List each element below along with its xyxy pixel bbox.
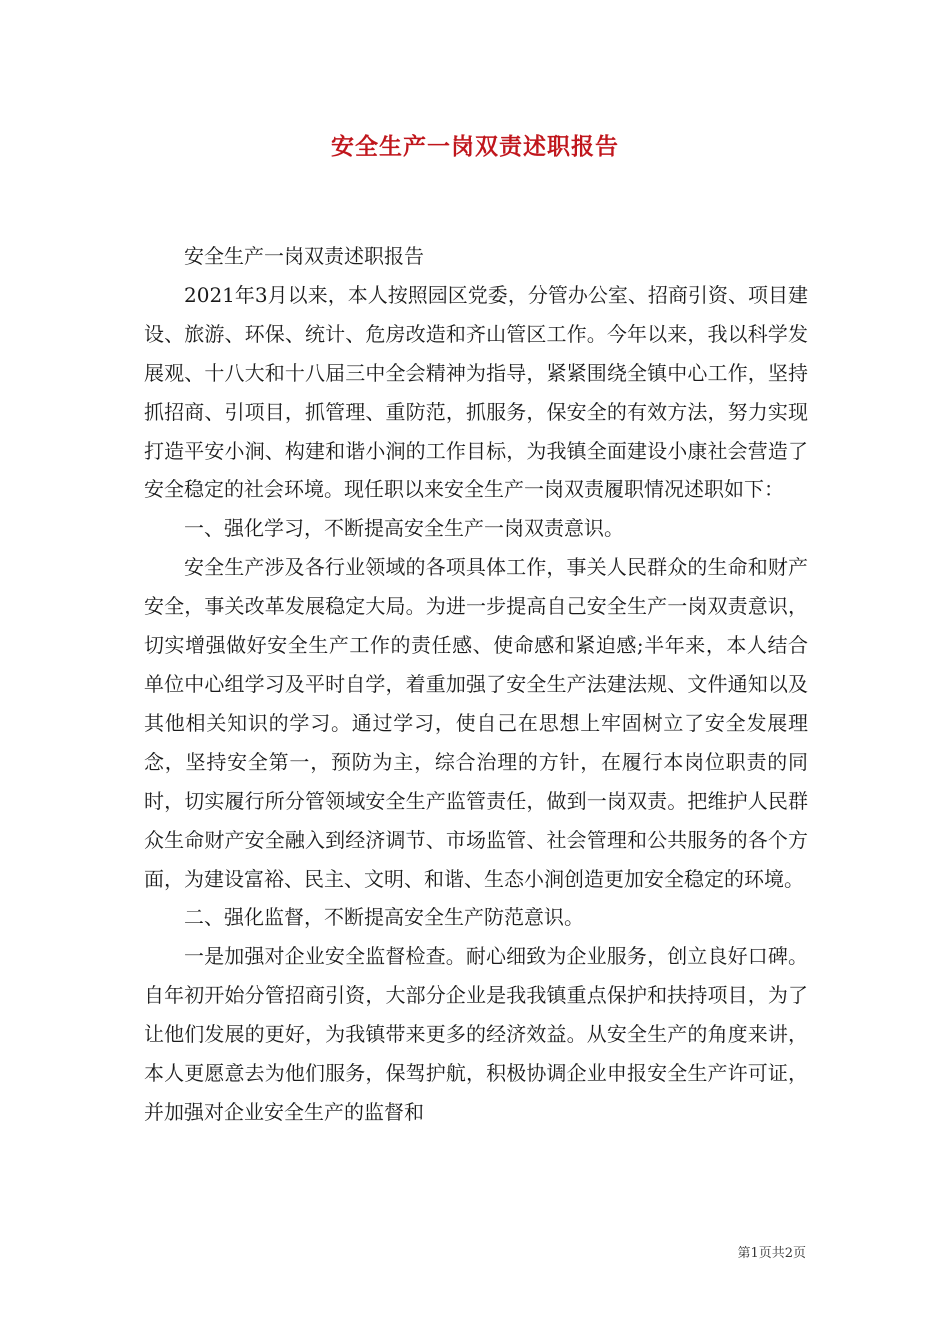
document-body <box>144 237 808 1132</box>
paragraph-section-1: 安全生产涉及各行业领域的各项具体工作，事关人民群众的生命和财产安全，事关改革发展稳定大局。为进一步提高自己安全生产一岗双责意识，切实增强做好安全生产工作的责任感、使命感和紧迫感;半年来，本人结合单位中心组学习及平时自学，着重加强了安全生产法建法规、文件通知以及其他相关知识的学习。通过学习，使自己在思想上牢固树立了安全发展理念，坚持安全第一，预防为主，综合治理的方针，在履行本岗位职责的同时，切实履行所分管领域安全生产监管责任，做到一岗双责。把维护人民群众生命财产安全融入到经济调节、市场监管、社会管理和公共服务的各个方面，为建设富裕、民主、文明、和谐、生态小涧创造更加安全稳定的环境。 <box>144 555 808 891</box>
document-title: 安全生产一岗双责述职报告 <box>331 133 619 160</box>
paragraph-intro: 2021年3月以来，本人按照园区党委，分管办公室、招商引资、项目建设、旅游、环保、统计、危房改造和齐山管区工作。今年以来，我以科学发展观、十八大和十八届三中全会精神为指导，紧紧围绕全镇中心工作，坚持抓招商、引项目，抓管理、重防范，抓服务，保安全的有效方法，努力实现打造平安小涧、构建和谐小涧的工作目标，为我镇全面建设小康社会营造了安全稳定的社会环境。现任职以来安全生产一岗双责履职情况述职如下： <box>144 282 808 502</box>
section-heading-1: 一、强化学习，不断提高安全生产一岗双责意识。 <box>184 516 624 541</box>
paragraph-heading: 安全生产一岗双责述职报告 <box>184 244 424 268</box>
paragraph-section-2: 一是加强对企业安全监督检查。耐心细致为企业服务，创立良好口碑。自年初开始分管招商引资，大部分企业是我我镇重点保护和扶持项目，为了让他们发展的更好，为我镇带来更多的经济效益。从安全生产的角度来讲，本人更愿意去为他们服务，保驾护航，积极协调企业申报安全生产许可证，并加强对企业安全生产的监督和 <box>144 944 808 1124</box>
page-number: 第1页共2页 <box>737 1246 806 1261</box>
section-heading-2: 二、强化监督，不断提高安全生产防范意识。 <box>184 905 584 930</box>
